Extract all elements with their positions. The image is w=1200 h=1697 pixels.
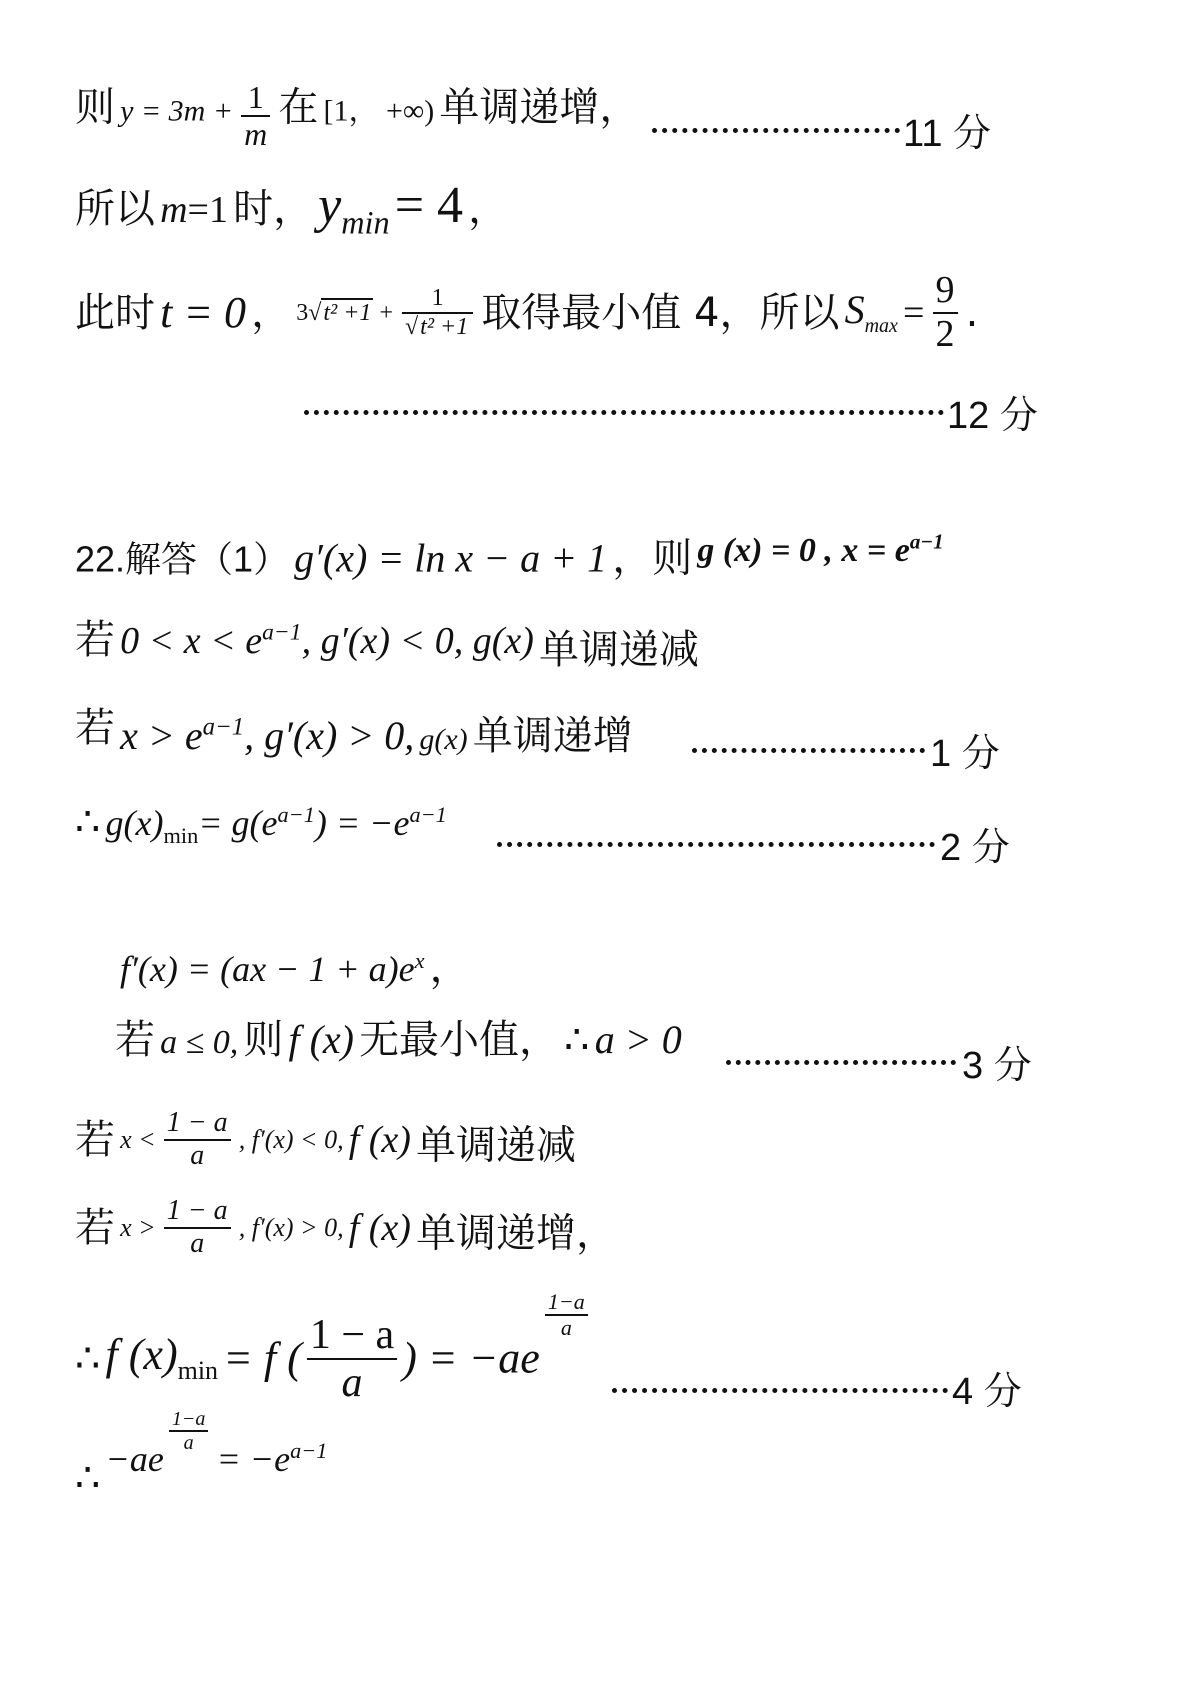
formula: x >	[120, 1212, 156, 1242]
fraction-denominator: √t² +1	[404, 313, 469, 340]
fraction-numerator: 1 − a	[307, 1312, 397, 1360]
therefore-symbol: ∴	[75, 799, 101, 845]
formula: g′(x) = ln x − a + 1	[294, 535, 608, 581]
line-3	[75, 270, 978, 356]
text-end: ，	[429, 945, 470, 991]
formula-main: g(x)	[105, 803, 164, 843]
text-suffix: 单调递减	[416, 1122, 577, 1169]
equals: =	[903, 291, 925, 334]
line-6	[75, 705, 633, 759]
formula-tail: , g′(x) > 0,	[244, 713, 415, 758]
sqrt-content: t² +1	[420, 313, 469, 340]
fraction-denominator: a	[560, 1315, 572, 1341]
coefficient: 3	[296, 299, 309, 326]
superscript: a−1	[409, 802, 447, 827]
t-equation: t = 0	[160, 287, 247, 337]
therefore-symbol: ∴	[75, 1455, 101, 1501]
fraction	[164, 1196, 231, 1260]
text-prefix: 所以	[75, 186, 155, 232]
fraction-denominator: a	[341, 1359, 363, 1406]
text-mid: 则	[243, 1017, 284, 1063]
subscript: min	[163, 823, 199, 849]
formula	[697, 532, 943, 569]
dot-leader	[304, 410, 944, 415]
text-end: ，	[468, 186, 509, 232]
text-prefix: 则	[75, 84, 115, 131]
formula: f (x)	[288, 1017, 354, 1062]
comma: ，	[251, 289, 292, 336]
text-mid: 取得最小值 4，所以	[481, 289, 840, 336]
superscript: a−1	[277, 802, 315, 827]
formula: a > 0	[594, 1017, 682, 1062]
formula	[120, 713, 414, 758]
formula: , f′(x) > 0,	[238, 1212, 344, 1242]
fraction	[933, 270, 958, 356]
fraction-numerator: 1	[402, 285, 473, 313]
text-suffix: 单调递减	[538, 627, 699, 673]
text-prefix: 若	[115, 1017, 155, 1063]
therefore-symbol: ∴	[564, 1017, 590, 1063]
line-7	[75, 799, 447, 849]
text-prefix: 若	[75, 617, 115, 663]
text-end: .	[965, 289, 979, 336]
superscript: a−1	[202, 713, 245, 741]
superscript: a−1	[262, 619, 302, 646]
ymin	[318, 177, 390, 241]
ymin-sub: min	[341, 204, 390, 241]
line-8	[120, 945, 470, 991]
dot-leader	[612, 1388, 948, 1393]
text-prefix: 此时	[75, 289, 155, 336]
fraction-numerator: 9	[933, 270, 958, 314]
ymin-var: y	[318, 177, 342, 234]
formula: , f′(x) < 0,	[238, 1124, 344, 1154]
smax-sub: max	[864, 314, 898, 337]
dot-leader	[497, 842, 935, 847]
line-2	[75, 177, 509, 241]
formula: y = 3m +	[120, 94, 234, 128]
fraction	[164, 1108, 231, 1172]
dot-leader	[726, 1060, 956, 1065]
formula-main: f′(x) = (ax − 1 + a)e	[120, 949, 415, 989]
sqrt-content: t² +1	[323, 299, 372, 326]
question-label: 22.解答（1）	[75, 538, 290, 580]
line-13	[75, 1408, 328, 1501]
text-suffix: 单调递增	[472, 713, 633, 759]
formula-part: ) = −e	[314, 803, 410, 843]
sqrt-expr: 3√t² +1 +	[296, 299, 393, 326]
text-mid: 时，	[233, 186, 314, 232]
superscript: x	[414, 948, 425, 973]
fraction	[307, 1312, 397, 1406]
variable: m	[160, 189, 188, 231]
text-prefix: 若	[75, 1204, 115, 1251]
text-mid: ，则	[612, 535, 693, 582]
dot-leader	[652, 128, 900, 133]
text-mid: 在	[278, 84, 319, 131]
text-mid: 无最小值，	[359, 1017, 560, 1063]
fraction-numerator: 1 − a	[164, 1196, 231, 1229]
formula-part: = g(e	[198, 803, 278, 843]
fraction	[402, 285, 473, 340]
line-1	[75, 80, 639, 152]
fraction-numerator: 1−a	[169, 1408, 209, 1432]
equation: = 4	[394, 177, 464, 234]
formula	[120, 620, 534, 662]
interval: [1， +∞)	[323, 94, 435, 128]
text-prefix: 若	[75, 705, 115, 751]
text-suffix: 单调递增，	[416, 1210, 617, 1257]
fraction-denominator: a	[190, 1139, 205, 1171]
superscript: a−1	[290, 1438, 328, 1463]
formula	[105, 802, 447, 849]
fraction-denominator: m	[244, 116, 268, 153]
formula: a ≤ 0,	[160, 1024, 239, 1061]
line-9	[115, 1017, 682, 1063]
formula-main: = −e	[216, 1439, 291, 1479]
formula: f (x)	[348, 1206, 411, 1249]
smax-var: S	[844, 286, 865, 332]
formula: g(x)	[419, 723, 468, 756]
score-label: 12 分	[947, 395, 1038, 437]
line-12	[75, 1290, 591, 1406]
line-10	[75, 1108, 576, 1172]
formula: −ae	[105, 1439, 164, 1479]
formula	[105, 1330, 219, 1386]
fraction	[241, 80, 270, 152]
line-4	[75, 530, 944, 582]
equation: =1	[187, 189, 228, 231]
smax	[844, 286, 898, 337]
fraction-denominator: a	[183, 1432, 194, 1454]
fraction-denominator: 2	[935, 312, 955, 355]
formula-tail: , g′(x) < 0, g(x)	[301, 620, 534, 662]
text-suffix: 单调递增，	[439, 84, 640, 131]
fraction-numerator: 1 − a	[164, 1108, 231, 1141]
exponent-fraction	[545, 1290, 588, 1340]
score-label: 1 分	[930, 733, 1000, 775]
subscript: min	[177, 1356, 219, 1386]
therefore-symbol: ∴	[75, 1335, 101, 1382]
text-prefix: 若	[75, 1116, 115, 1163]
formula-main: x > e	[120, 713, 203, 758]
plus-sign: +	[379, 299, 393, 326]
formula: f (x)	[348, 1118, 411, 1161]
dot-leader	[692, 748, 925, 753]
formula	[217, 1439, 328, 1479]
exponent-fraction	[169, 1408, 209, 1454]
formula: ) = −ae	[402, 1333, 540, 1383]
fraction-denominator: a	[190, 1227, 205, 1259]
formula	[120, 949, 425, 989]
formula-main: 0 < x < e	[120, 620, 263, 662]
formula-main: g (x) = 0 , x = e	[697, 532, 910, 570]
score-label: 2 分	[940, 827, 1010, 869]
superscript: a−1	[909, 530, 944, 554]
fraction-numerator: 1−a	[545, 1290, 588, 1316]
line-5	[75, 617, 699, 673]
formula-main: f (x)	[105, 1330, 178, 1380]
score-label: 3 分	[962, 1045, 1032, 1087]
line-11	[75, 1196, 616, 1260]
score-label: 11 分	[903, 113, 992, 155]
formula: = f (	[223, 1333, 302, 1383]
score-label: 4 分	[952, 1371, 1022, 1413]
formula: x <	[120, 1124, 156, 1154]
fraction-numerator: 1	[241, 80, 270, 117]
